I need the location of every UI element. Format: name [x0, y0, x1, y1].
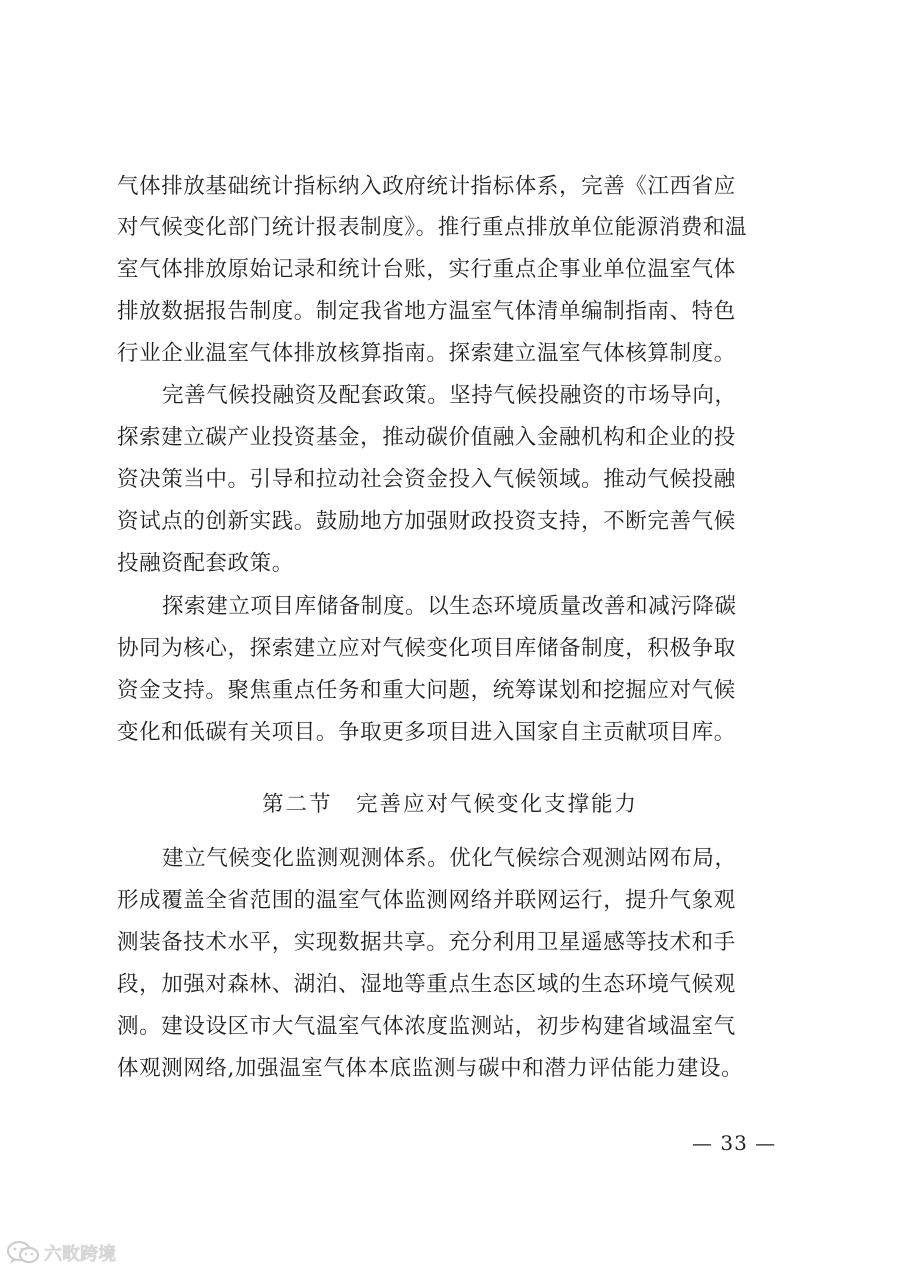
body-line-5: 行业企业温室气体排放核算指南。探索建立温室气体核算制度。 [117, 341, 736, 366]
body-line-2: 对气候变化部门统计报表制度》。推行重点排放单位能源消费和温 [117, 215, 748, 240]
body-line-15: 建立气候变化监测观测体系。优化气候综合观测站网布局， [162, 846, 737, 871]
body-line-16: 形成覆盖全省范围的温室气体监测网络并联网运行，提升气象观 [117, 888, 736, 913]
body-line-11: 探索建立项目库储备制度。以生态环境质量改善和减污降碳 [162, 594, 737, 619]
body-line-4: 排放数据报告制度。制定我省地方温室气体清单编制指南、特色 [117, 299, 736, 324]
section-heading: 第二节 完善应对气候变化支撑能力 [261, 792, 638, 817]
body-line-6: 完善气候投融资及配套政策。坚持气候投融资的市场导向， [162, 383, 737, 408]
body-line-17: 测装备技术水平，实现数据共享。充分利用卫星遥感等技术和手 [117, 930, 736, 955]
body-line-12: 协同为核心，探索建立应对气候变化项目库储备制度，积极争取 [117, 636, 736, 661]
page-number: — 33 — [692, 1131, 777, 1155]
watermark-text: 六畋跨境 [44, 1244, 116, 1265]
body-line-19: 测。建设设区市大气温室气体浓度监测站，初步构建省域温室气 [117, 1014, 736, 1039]
body-line-9: 资试点的创新实践。鼓励地方加强财政投资支持，不断完善气候 [117, 509, 736, 534]
body-line-3: 室气体排放原始记录和统计台账，实行重点企事业单位温室气体 [117, 257, 736, 282]
body-line-20: 体观测网络,加强温室气体本底监测与碳中和潜力评估能力建设。 [117, 1056, 744, 1081]
body-line-1: 气体排放基础统计指标纳入政府统计指标体系，完善《江西省应 [117, 174, 736, 199]
watermark [6, 1238, 116, 1268]
body-line-10: 投融资配套政策。 [117, 551, 294, 576]
body-line-18: 段，加强对森林、湖泊、湿地等重点生态区域的生态环境气候观 [117, 972, 736, 997]
body-line-7: 探索建立碳产业投资基金，推动碳价值融入金融机构和企业的投 [117, 425, 736, 450]
body-line-8: 资决策当中。引导和拉动社会资金投入气候领域。推动气候投融 [117, 467, 736, 492]
wechat-logo-icon [6, 1240, 40, 1266]
body-line-14: 变化和低碳有关项目。争取更多项目进入国家自主贡献项目库。 [117, 720, 736, 745]
body-line-13: 资金支持。聚焦重点任务和重大问题，统筹谋划和挖掘应对气候 [117, 678, 736, 703]
